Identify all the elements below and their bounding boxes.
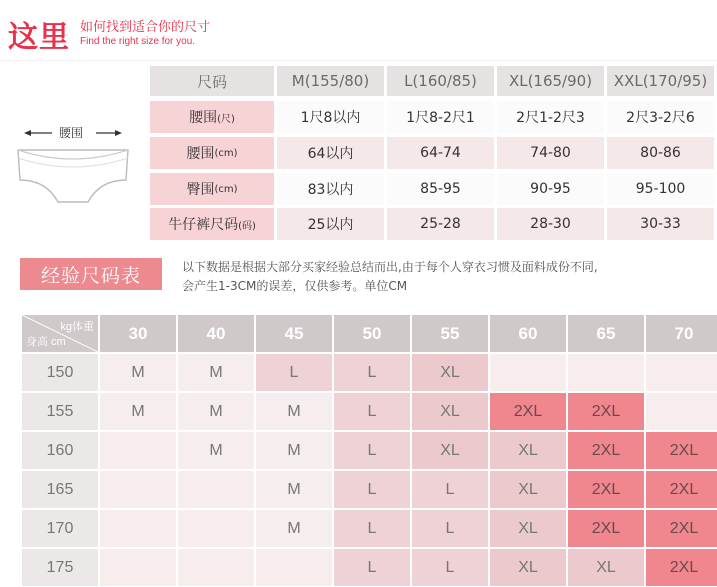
size-grid-cell: L <box>334 354 410 391</box>
size-grid-cell: L <box>334 393 410 430</box>
size-grid-cell <box>100 549 176 586</box>
corner-height-label: 身高 cm <box>26 336 66 348</box>
size-grid-cell: M <box>256 393 332 430</box>
page-subtitle-en: Find the right size for you. <box>80 36 196 47</box>
size-grid-cell: 2XL <box>568 432 644 469</box>
weight-header: 70 <box>646 315 717 352</box>
size-grid-cell: M <box>178 432 254 469</box>
size-grid-cell: XL <box>490 549 566 586</box>
size-row-label <box>150 173 274 205</box>
size-grid-cell: 2XL <box>646 510 717 547</box>
height-header: 165 <box>22 471 98 508</box>
size-grid-cell: L <box>412 549 488 586</box>
size-grid-cell: M <box>256 510 332 547</box>
size-grid-cell: XL <box>412 393 488 430</box>
height-header: 175 <box>22 549 98 586</box>
weight-header: 30 <box>100 315 176 352</box>
size-table-corner: 尺码 <box>150 66 274 96</box>
corner-weight-label: kg体重 <box>60 321 94 333</box>
size-grid-cell: L <box>334 510 410 547</box>
size-grid-cell: 2XL <box>646 432 717 469</box>
size-cell: 85-95 <box>387 173 494 205</box>
size-grid-cell: 2XL <box>568 393 644 430</box>
experience-title: 经验尺码表 <box>20 258 162 290</box>
size-grid-cell: XL <box>490 471 566 508</box>
size-grid-cell: M <box>178 354 254 391</box>
size-header: M(155/80) <box>277 66 384 96</box>
size-cell: 1尺8以内 <box>277 101 384 133</box>
size-grid-cell: XL <box>412 432 488 469</box>
size-grid-cell: M <box>100 354 176 391</box>
size-grid-cell <box>178 549 254 586</box>
size-grid-cell: 2XL <box>490 393 566 430</box>
weight-header: 60 <box>490 315 566 352</box>
size-grid-cell: L <box>256 354 332 391</box>
size-row-label <box>150 208 274 240</box>
page-title: 这里 <box>8 20 70 55</box>
size-cell: 2尺3-2尺6 <box>607 101 714 133</box>
height-header: 150 <box>22 354 98 391</box>
row-label-text: 臀围 <box>186 182 215 198</box>
weight-header: 40 <box>178 315 254 352</box>
size-grid-cell: M <box>100 393 176 430</box>
size-grid-cell <box>178 510 254 547</box>
size-grid-cell <box>646 393 717 430</box>
size-cell: 1尺8-2尺1 <box>387 101 494 133</box>
experience-note-2: 会产生1-3CM的误差，仅供参考。单位CM <box>182 279 408 293</box>
size-cell: 90-95 <box>497 173 604 205</box>
size-grid-cell <box>256 549 332 586</box>
size-grid-cell: L <box>334 549 410 586</box>
size-cell: 2尺1-2尺3 <box>497 101 604 133</box>
size-grid-cell <box>568 354 644 391</box>
size-grid-cell: XL <box>490 510 566 547</box>
size-grid-cell: L <box>412 471 488 508</box>
height-header: 160 <box>22 432 98 469</box>
size-grid-cell: M <box>256 471 332 508</box>
size-header: XXL(170/95) <box>607 66 714 96</box>
row-label-unit: (cm) <box>214 183 238 195</box>
experience-note-1: 以下数据是根据大部分买家经验总结而出,由于每个人穿衣习惯及面料成份不同, <box>182 260 598 274</box>
size-grid-cell: M <box>178 393 254 430</box>
size-grid-cell: 2XL <box>646 549 717 586</box>
size-grid-cell: 2XL <box>646 471 717 508</box>
size-row-label <box>150 137 274 169</box>
size-grid-cell: XL <box>412 354 488 391</box>
page-subtitle: 如何找到适合你的尺寸 <box>80 20 211 35</box>
size-grid-cell: 2XL <box>568 471 644 508</box>
size-cell: 64以内 <box>277 137 384 169</box>
size-cell: 25以内 <box>277 208 384 240</box>
size-grid-cell <box>100 510 176 547</box>
size-grid-cell <box>646 354 717 391</box>
size-cell: 74-80 <box>497 137 604 169</box>
size-grid-cell: M <box>256 432 332 469</box>
waist-illustration <box>14 118 134 208</box>
size-cell: 25-28 <box>387 208 494 240</box>
size-grid-cell <box>100 471 176 508</box>
row-label-text: 腰围 <box>186 146 215 162</box>
size-grid-cell: 2XL <box>568 510 644 547</box>
row-label-text: 腰围 <box>189 110 218 126</box>
height-header: 170 <box>22 510 98 547</box>
size-cell: 80-86 <box>607 137 714 169</box>
weight-header: 45 <box>256 315 332 352</box>
row-label-unit: (码) <box>238 220 256 232</box>
weight-header: 65 <box>568 315 644 352</box>
size-header: L(160/85) <box>387 66 494 96</box>
grid-corner <box>22 315 98 352</box>
size-row-label <box>150 101 274 133</box>
size-grid-cell <box>100 432 176 469</box>
header-divider <box>0 60 717 61</box>
size-grid-cell: L <box>334 471 410 508</box>
size-header: XL(165/90) <box>497 66 604 96</box>
weight-header: 50 <box>334 315 410 352</box>
size-grid-cell: XL <box>490 432 566 469</box>
size-grid-cell: XL <box>568 549 644 586</box>
row-label-unit: (cm) <box>214 147 238 159</box>
size-cell: 64-74 <box>387 137 494 169</box>
size-cell: 95-100 <box>607 173 714 205</box>
weight-header: 55 <box>412 315 488 352</box>
size-grid-cell: L <box>334 432 410 469</box>
illustration-label: 腰围 <box>59 126 84 140</box>
size-cell: 28-30 <box>497 208 604 240</box>
size-grid-cell <box>490 354 566 391</box>
size-grid-cell <box>178 471 254 508</box>
corner-diagonal <box>22 315 98 352</box>
size-grid-cell: L <box>412 510 488 547</box>
size-cell: 83以内 <box>277 173 384 205</box>
row-label-unit: (尺) <box>217 113 235 125</box>
row-label-text: 牛仔裤尺码 <box>168 217 239 233</box>
height-header: 155 <box>22 393 98 430</box>
size-cell: 30-33 <box>607 208 714 240</box>
